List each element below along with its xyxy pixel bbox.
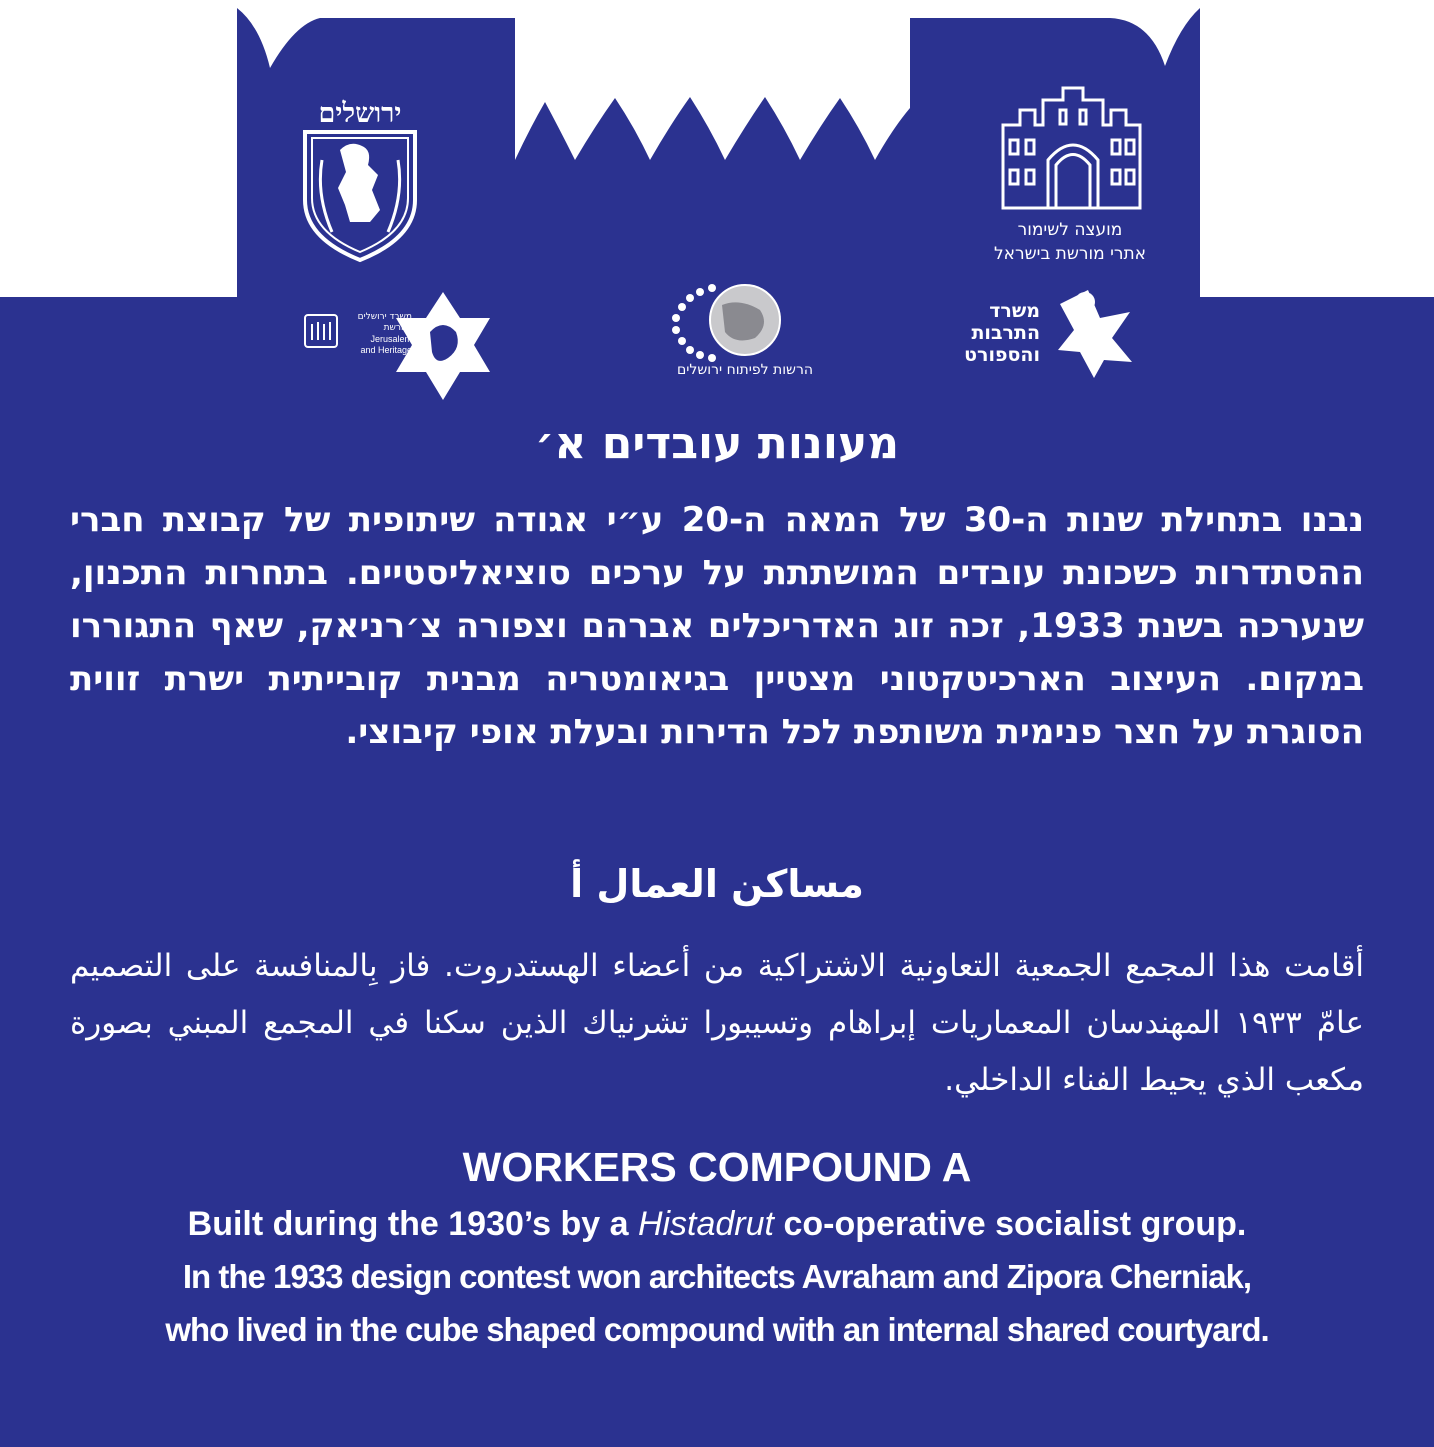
english-line1-end: co-operative socialist group. — [774, 1205, 1247, 1243]
arabic-title: مساكن العمال أ — [570, 862, 864, 906]
english-title: WORKERS COMPOUND A — [462, 1144, 972, 1190]
heritage-ministry-en1: Jerusalem — [370, 334, 412, 344]
english-line1-start: Built during the 1930’s by a — [187, 1205, 638, 1243]
jerusalem-logo-name: ירושלים — [318, 98, 402, 129]
heritage-ministry-en2: and Heritage — [360, 345, 412, 355]
histadrut-term: Histadrut — [637, 1205, 774, 1243]
culture-ministry-line1: משרד — [989, 300, 1040, 322]
hebrew-title: מעונות עובדים א׳ — [534, 418, 900, 469]
heritage-council-line2: אתרי מורשת בישראל — [993, 244, 1147, 264]
heritage-ministry-he1: משרד ירושלים — [357, 312, 412, 322]
heritage-ministry-he2: ומורשת — [383, 323, 412, 333]
hebrew-body: נבנו בתחילת שנות ה-30 של המאה ה-20 ע״י אגודה שיתופית של קבוצת חברי ההסתדרות כשכונת עובדים המושתתת על ערכים סוציאליסטיים. בתחרות התכנון, שנערכה בשנת 1933, זכה זוג האדריכלים אברהם וצפורה צ׳רניאק, שאף התגוררו במקום. העיצוב הארכיטקטוני מצטיין בגיאומטריה מבנית קובייתית ישרת זווית הסוגרת על חצר פנימית משותפת לכל הדירות ובעלת אופי קיבוצי. — [70, 500, 1364, 752]
english-line2: In the 1933 design contest won architects Avraham and Zipora Cherniak, — [182, 1258, 1252, 1295]
culture-ministry-line3: והספורט — [964, 344, 1040, 366]
english-line1 — [40, 1205, 1394, 1244]
arabic-body: أقامت هذا المجمع الجمعية التعاونية الاشتراكية من أعضاء الهستدروت. فاز بِالمنافسة على التصميم عامّ ١٩٣٣ المهندسان المعماريات إبراهام وتسيبورا تشرنياك الذين سكنا في المجمع المبني بصورة مكعب الذي يحيط الفناء الداخلي. — [70, 948, 1364, 1098]
english-line3: who lived in the cube shaped compound with an internal shared courtyard. — [165, 1311, 1269, 1348]
development-authority-name: הרשות לפיתוח ירושלים — [676, 362, 814, 378]
heritage-council-line1: מועצה לשימור — [1017, 220, 1123, 240]
culture-ministry-line2: התרבות — [971, 322, 1040, 344]
